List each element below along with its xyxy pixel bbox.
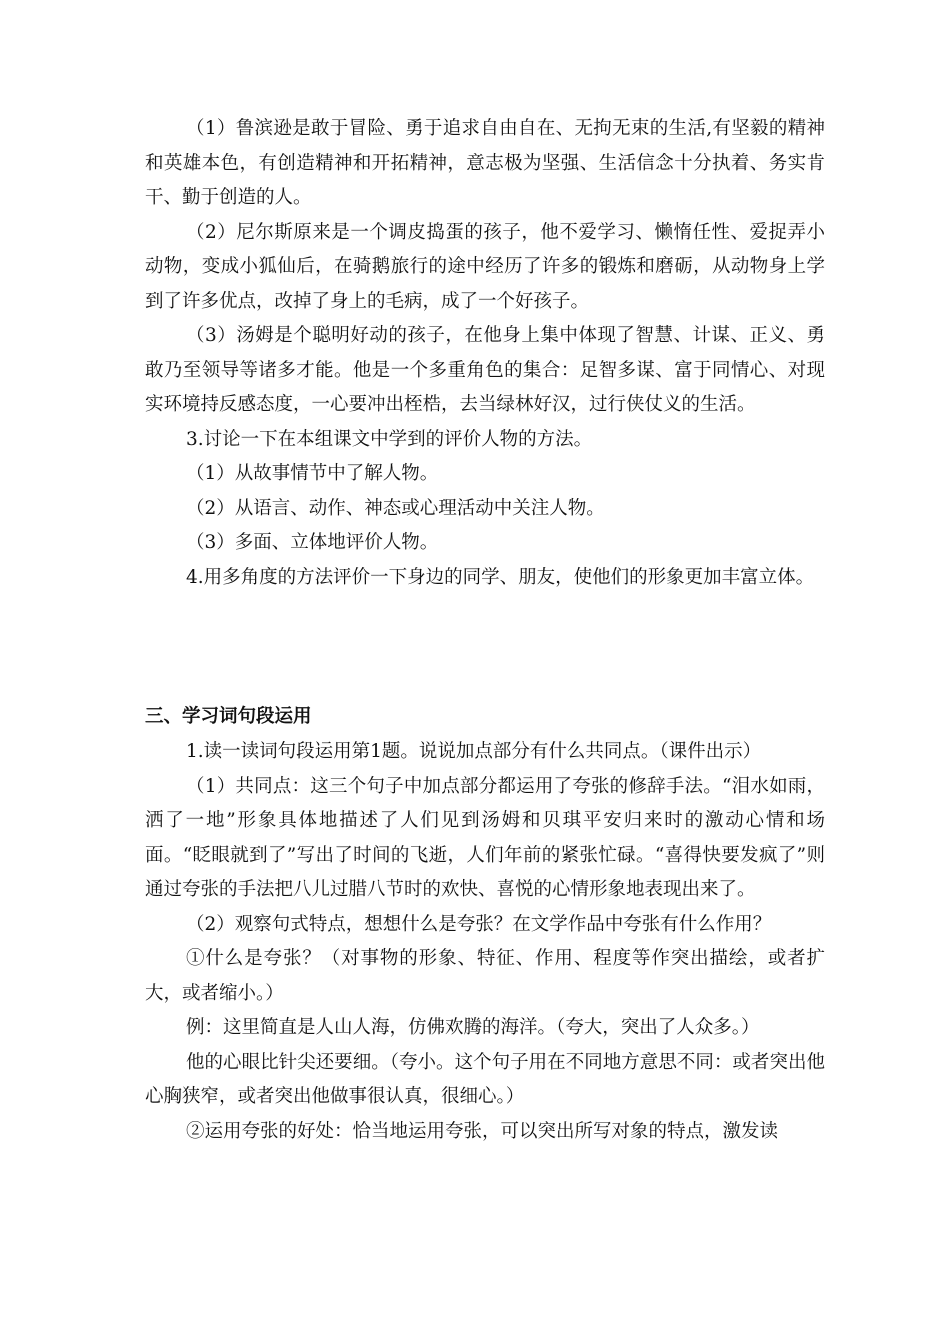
paragraph-nils: （2）尼尔斯原来是一个调皮捣蛋的孩子，他不爱学习、懒惰任性、爱捉弄小动物，变成小狐仙后，在骑鹅旅行的途中经历了许多的锻炼和磨砺，从动物身上学到了许多优点，改掉了身上的毛病，成了一个好孩子。 bbox=[145, 221, 825, 312]
list-item-method-3: （3）多面、立体地评价人物。 bbox=[186, 532, 439, 553]
paragraph-example-2: 他的心眼比针尖还要细。（夸小。这个句子用在不同地方意思不同：或者突出他心胸狭窄，或者突出他做事很认真，很细心。） bbox=[145, 1051, 825, 1107]
paragraph-robinson: （1）鲁滨逊是敢于冒险、勇于追求自由自在、无拘无束的生活,有坚毅的精神和英雄本色，有创造精神和开拓精神，意志极为坚强、生活信念十分执着、务实肯干、勤于创造的人。 bbox=[145, 118, 825, 208]
paragraph-what-is-exaggeration: ①什么是夸张？（对事物的形象、特征、作用、程度等作突出描绘，或者扩大，或者缩小。） bbox=[145, 948, 825, 1004]
list-item-method-2: （2）从语言、动作、神态或心理活动中关注人物。 bbox=[186, 497, 605, 519]
paragraph-task-4: 4.用多角度的方法评价一下身边的同学、朋友，使他们的形象更加丰富立体。 bbox=[186, 566, 815, 588]
section-2-body bbox=[145, 735, 825, 1149]
paragraph-common-point: （1）共同点：这三个句子中加点部分都运用了夸张的修辞手法。“泪水如雨，洒了一地”形象具体地描述了人们见到汤姆和贝琪平安归来时的激动心情和场面。“眨眼就到了”写出了时间的飞逝，人们年前的紧张忙碌。“喜得快要发疯了”则通过夸张的手法把八儿过腊八节时的欢快、喜悦的心情形象地表现出来了。 bbox=[145, 775, 825, 900]
paragraph-benefit: ②运用夸张的好处：恰当地运用夸张，可以突出所写对象的特点，激发读 bbox=[186, 1120, 779, 1142]
section-heading: 三、学习词句段运用 bbox=[145, 706, 312, 727]
section-1-body bbox=[145, 112, 825, 595]
list-item-method-1: （1）从故事情节中了解人物。 bbox=[186, 463, 439, 484]
paragraph-discussion-3: 3.讨论一下在本组课文中学到的评价人物的方法。 bbox=[186, 428, 593, 450]
paragraph-observe: （2）观察句式特点，想想什么是夸张？在文学作品中夸张有什么作用？ bbox=[186, 913, 772, 935]
paragraph-task-1: 1.读一读词句段运用第1题。说说加点部分有什么共同点。（课件出示） bbox=[186, 741, 762, 762]
paragraph-tom: （3）汤姆是个聪明好动的孩子，在他身上集中体现了智慧、计谋、正义、勇敢乃至领导等诸多才能。他是一个多重角色的集合：足智多谋、富于同情心、对现实环境持反感态度，一心要冲出桎梏，去当绿林好汉，过行侠仗义的生活。 bbox=[145, 325, 825, 415]
paragraph-example-1: 例：这里简直是人山人海，仿佛欢腾的海洋。（夸大，突出了人众多。） bbox=[186, 1017, 760, 1038]
